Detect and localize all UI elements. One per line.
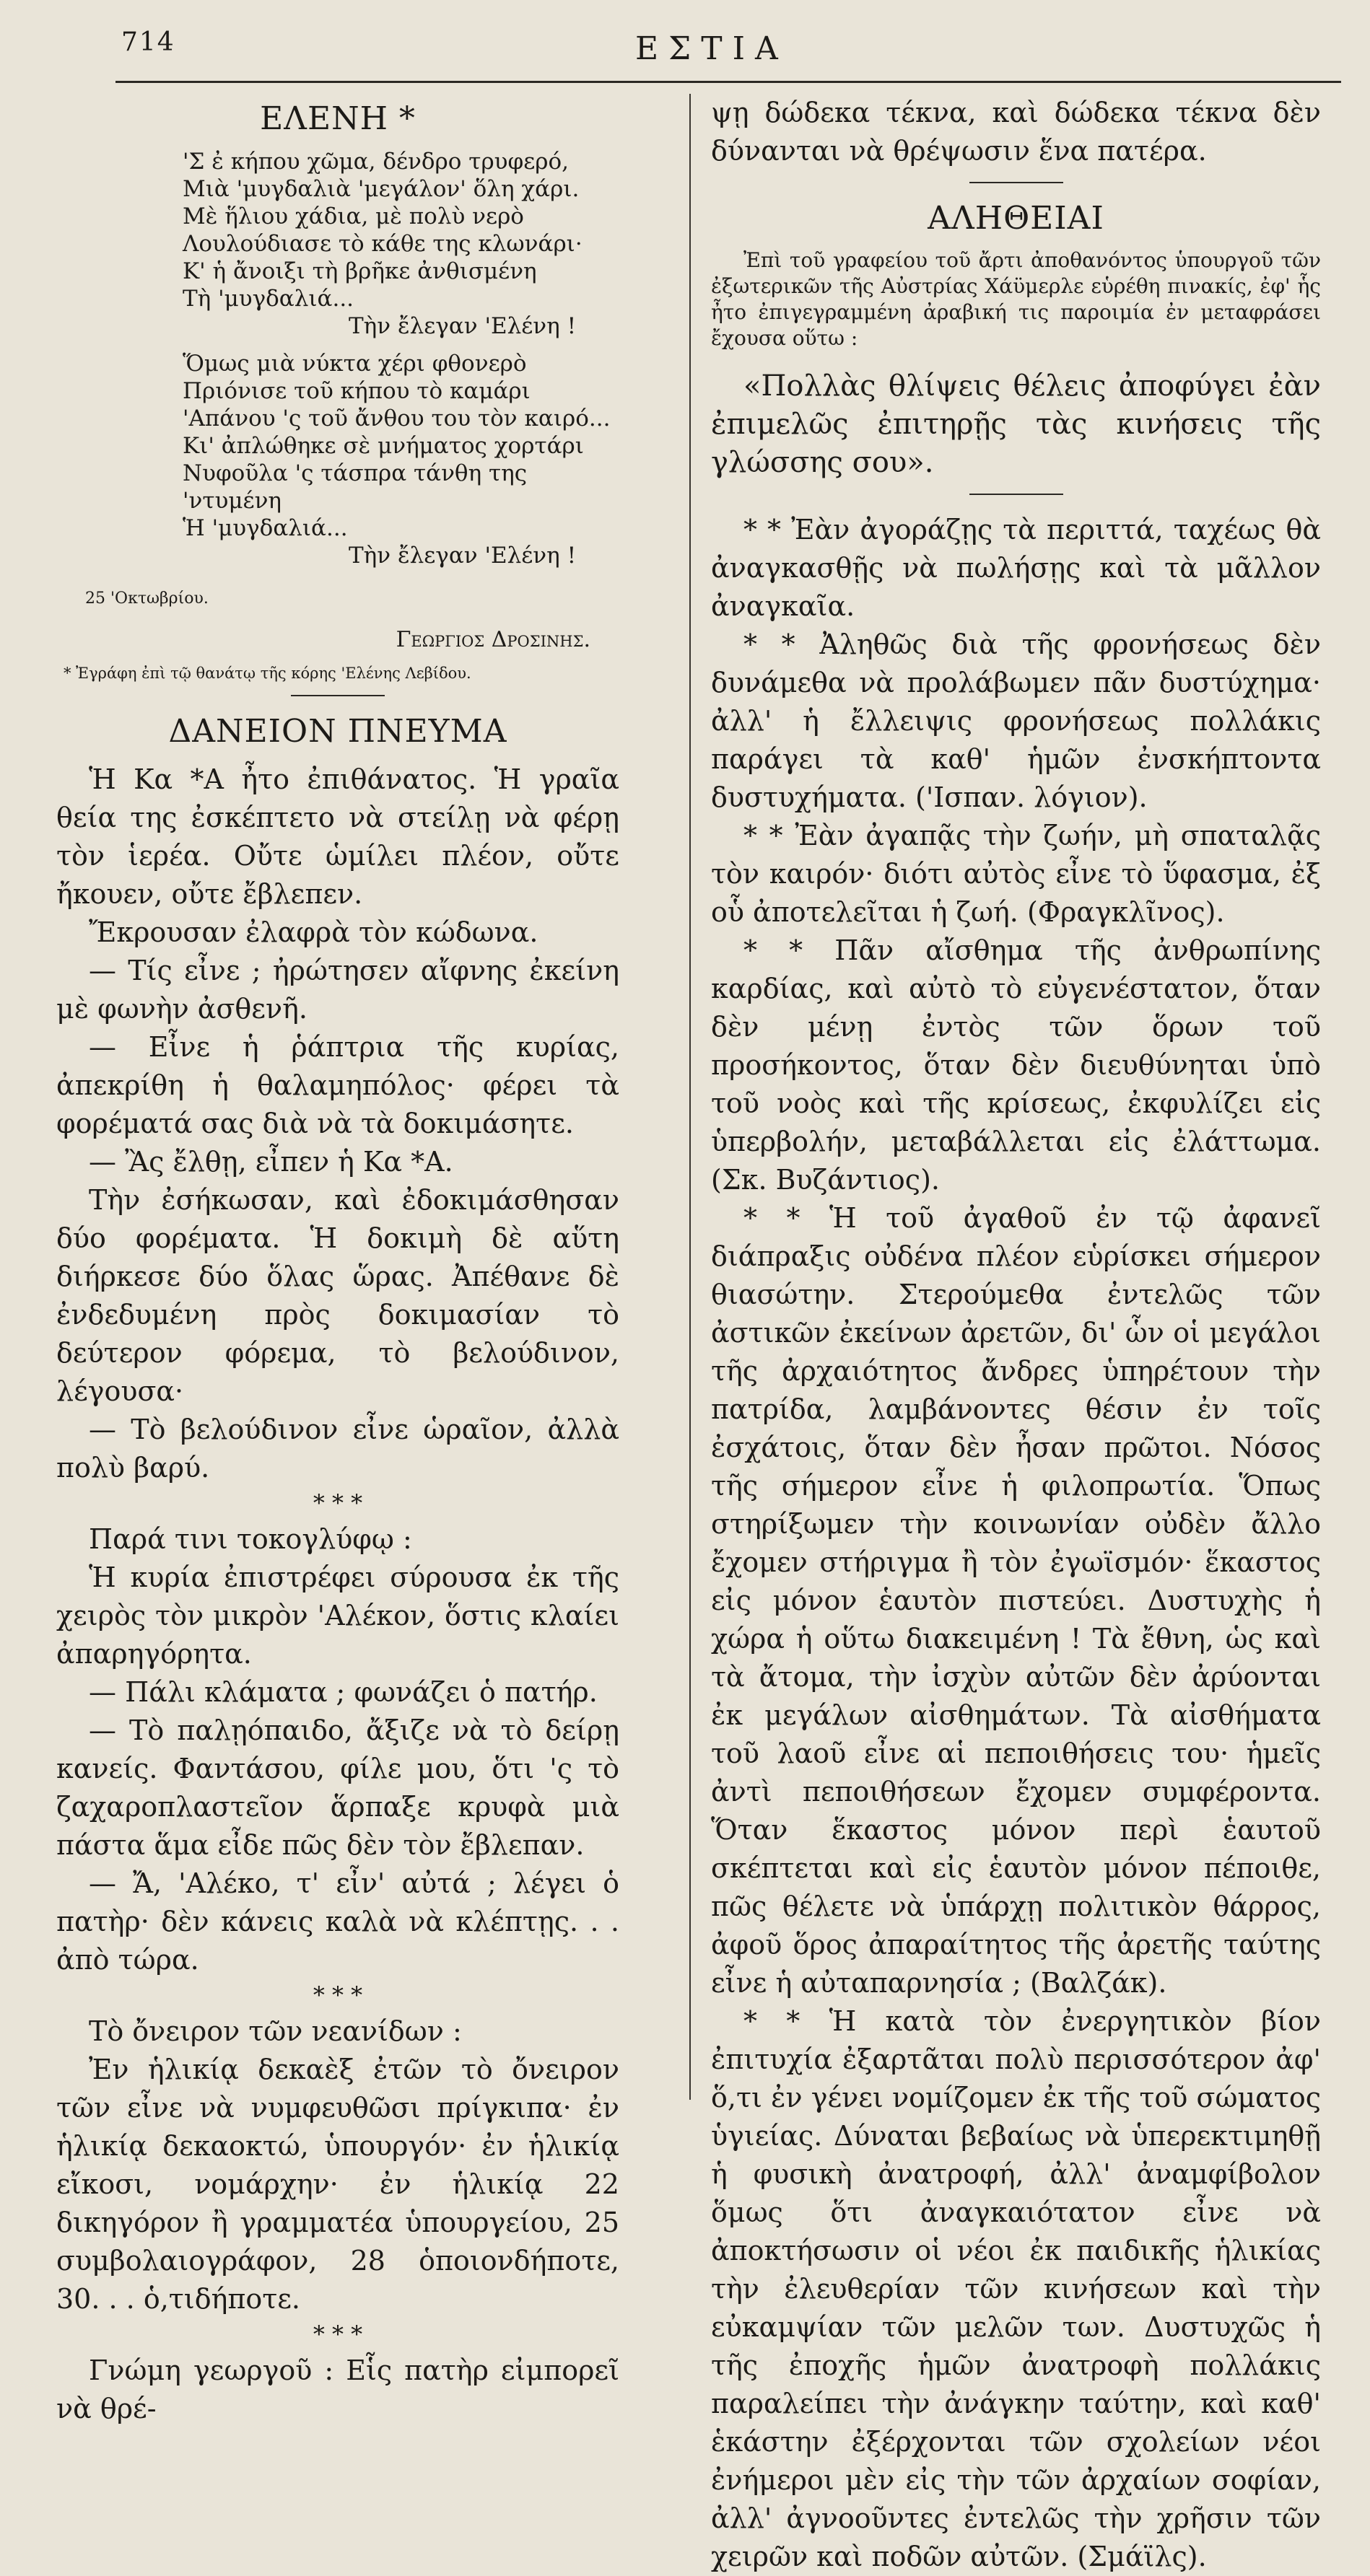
- poem-line: Νυφοῦλα 'ς τάσπρα τάνθη της 'ντυμένη: [183, 460, 528, 514]
- section-rule: [291, 695, 385, 696]
- asterism: * * *: [313, 1489, 363, 1517]
- poem-line: 'Σ ἐ κήπου χῶμα, δένδρο τρυφερό,: [183, 149, 570, 175]
- asterism: * * *: [313, 2321, 363, 2348]
- intro-paragraph: Ἐπὶ τοῦ γραφείου τοῦ ἄρτι ἀποθανόντος ὑπουργοῦ τῶν ἐξωτερικῶν τῆς Αὐστρίας Χάϋμερλε εὑρέθη πινακίς, ἐφ' ἧς ἦτο ἐπιγεγραμμένη ἀραβική τις παροιμία ἐν μεταφράσει ἔχουσα οὕτω :: [711, 248, 1321, 350]
- poem-line: Τὴ 'μυγδαλιά...: [183, 286, 354, 312]
- poem-line: 'Απάνου 'ς τοῦ ἄνθου του τὸν καιρό...: [183, 406, 611, 431]
- poem-line: Κ' ἡ ἄνοιξι τὴ βρῆκε ἀνθισμένη: [183, 258, 537, 284]
- section-rule: [969, 494, 1063, 495]
- poem-title: ΕΛΕΝΗ *: [260, 100, 416, 137]
- section-rule: [969, 182, 1063, 183]
- anecdote-paragraph: Τὸ ὄνειρον τῶν νεανίδων :: [89, 2015, 462, 2047]
- poem-line: Κι' ἀπλώθηκε σὲ μνήματος χορτάρι: [183, 433, 584, 459]
- poem-date: 25 'Οκτωβρίου.: [85, 590, 209, 608]
- story-paragraph: — Τίς εἶνε ; ἠρώτησεν αἴφνης ἐκείνη μὲ φωνὴν ἀσθενῆ.: [56, 955, 619, 1025]
- maxim: * * Ἐὰν ἀγοράζῃς τὰ περιττά, ταχέως θὰ ἀναγκασθῇς νὰ πωλήσῃς καὶ τὰ μᾶλλον ἀναγκαῖα.: [711, 514, 1321, 622]
- anecdote-paragraph: Παρά τινι τοκογλύφῳ :: [89, 1523, 412, 1555]
- poem-author: Γεωργιος Δροσινης.: [396, 627, 590, 652]
- maxim: * * Πᾶν αἴσθημα τῆς ἀνθρωπίνης καρδίας, καὶ αὐτὸ τὸ εὐγενέστατον, ὅταν δὲν μένῃ ἐντὸς τῶν ὅρων τοῦ προσήκοντος, ὅταν δὲν διευθύνηται ὑπὸ τοῦ νοὸς καὶ τῆς κρίσεως, ἐκφυλίζει εἰς ὑπερβολήν, μεταβάλλεται εἰς ἐλάττωμα. (Σκ. Βυζάντιος).: [711, 934, 1321, 1196]
- poem-line: Λουλούδιασε τὸ κάθε της κλωνάρι·: [183, 231, 583, 257]
- running-title: ΕΣΤΙΑ: [635, 30, 788, 67]
- anecdote-paragraph: — Ἄ, 'Αλέκο, τ' εἶν' αὐτά ; λέγει ὁ πατὴρ· δὲν κάνεις καλὰ νὰ κλέπτῃς. . . ἀπὸ τώρα.: [56, 1867, 619, 1976]
- story-paragraph: — Εἶνε ἡ ῥάπτρια τῆς κυρίας, ἀπεκρίθη ἡ θαλαμηπόλος· φέρει τὰ φορέματά σας διὰ νὰ τὰ δοκιμάσητε.: [56, 1031, 619, 1139]
- maxim: * * Ἐὰν ἀγαπᾷς τὴν ζωήν, μὴ σπαταλᾷς τὸν καιρόν· διότι αὐτὸς εἶνε τὸ ὕφασμα, ἐξ οὗ ἀποτελεῖται ἡ ζωή. (Φραγκλῖνος).: [711, 820, 1321, 928]
- continued-paragraph: ψῃ δώδεκα τέκνα, καὶ δώδεκα τέκνα δὲν δύνανται νὰ θρέψωσιν ἕνα πατέρα.: [711, 97, 1321, 167]
- header-rule: [115, 81, 1341, 83]
- right-column: [711, 94, 1321, 2576]
- story-title: ΔΑΝΕΙΟΝ ΠΝΕΥΜΑ: [168, 713, 507, 750]
- story-paragraph: Τὴν ἐσήκωσαν, καὶ ἐδοκιμάσθησαν δύο φορέματα. Ἡ δοκιμὴ δὲ αὕτη διήρκεσε δύο ὅλας ὥρας. Ἀπέθανε δὲ ἐνδεδυμένη πρὸς δοκιμασίαν τὸ δεύτερον φόρεμα, τὸ βελούδινον, λέγουσα·: [56, 1184, 619, 1407]
- anecdote-paragraph: — Πάλι κλάματα ; φωνάζει ὁ πατήρ.: [89, 1676, 598, 1708]
- maxim: * * Ἡ τοῦ ἀγαθοῦ ἐν τῷ ἀφανεῖ διάπραξις οὐδένα πλέον εὑρίσκει σήμερον θιασώτην. Στερούμεθα ἐντελῶς τῶν ἀστικῶν ἐκείνων ἀρετῶν, δι' ὧν οἱ μεγάλοι τῆς ἀρχαιότητος ἄνδρες ὑπηρέτουν τὴν πατρίδα, λαμβάνοντες θέσιν ἐν τοῖς ἐσχάτοις, ὅταν δὲν ἦσαν πρῶτοι. Νόσος τῆς σήμερον εἶνε ἡ φιλοπρωτία. Ὅπως στηρίξωμεν τὴν κοινωνίαν οὐδὲν ἄλλο ἔχομεν στήριγμα ἢ τὸν ἐγωϊσμόν· ἕκαστος εἰς μόνον ἑαυτὸν πιστεύει. Δυστυχὴς ἡ χώρα ἡ οὕτω διακειμένη ! Τὰ ἔθνη, ὡς καὶ τὰ ἄτομα, τὴν ἰσχὺν αὐτῶν δὲν ἀρύονται ἐκ μεγάλων αἰσθημάτων. Τὰ αἰσθήματα τοῦ λαοῦ εἶνε αἱ πεποιθήσεις του· ἡμεῖς ἀντὶ πεποιθήσεων ἔχομεν συμφέροντα. Ὅταν ἕκαστος μόνον περὶ ἑαυτοῦ σκέπτεται καὶ εἰς ἑαυτὸν μόνον πέποιθε, πῶς θέλετε νὰ ὑπάρχῃ πολιτικὸν θάρρος, ἀφοῦ ὅρος ἀπαραίτητος τῆς ἀρετῆς ταύτης εἶνε ἡ αὐταπαρνησία ; (Βαλζάκ).: [711, 1202, 1321, 1999]
- maxim: * * Ἀληθῶς διὰ τῆς φρονήσεως δὲν δυνάμεθα νὰ προλάβωμεν πᾶν δυστύχημα· ἀλλ' ἡ ἔλλειψις φρονήσεως πολλάκις παράγει τὰ καθ' ἡμῶν ἐνσκήπτοντα δυστυχήματα. ('Ισπαν. λόγιον).: [711, 628, 1321, 813]
- poem-refrain: Τὴν ἔλεγαν 'Ελένη !: [349, 543, 577, 569]
- anecdote-paragraph: Ἐν ἡλικίᾳ δεκαὲξ ἐτῶν τὸ ὄνειρον τῶν εἶνε νὰ νυμφευθῶσι πρίγκιπα· ἐν ἡλικίᾳ δεκαοκτώ, ὑπουργόν· ἐν ἡλικίᾳ εἴκοσι, νομάρχην· ἐν ἡλικίᾳ 22 δικηγόρον ἢ γραμματέα ὑπουργείου, 25 συμβολαιογράφον, 28 ὁποιονδήποτε, 30. . . ὁ,τιδήποτε.: [56, 2054, 619, 2315]
- section-title: ΑΛΗΘΕΙΑΙ: [928, 200, 1104, 237]
- poem-footnote: * Ἐγράφη ἐπὶ τῷ θανάτῳ τῆς κόρης 'Ελένης Λεβίδου.: [64, 665, 471, 682]
- column-divider: [689, 94, 691, 2100]
- poem: [56, 148, 619, 569]
- page-number: 714: [121, 27, 175, 57]
- proverb-quote: «Πολλὰς θλίψεις θέλεις ἀποφύγει ἐὰν ἐπιμελῶς ἐπιτηρῇς τὰς κινήσεις τῆς γλώσσης σου».: [711, 369, 1321, 479]
- poem-line: Μιὰ 'μυγδαλιὰ 'μεγάλον' ὅλη χάρι.: [183, 176, 580, 202]
- poem-line: Πριόνισε τοῦ κήπου τὸ καμάρι: [183, 378, 531, 404]
- story-paragraph: Ἔκρουσαν ἐλαφρὰ τὸν κώδωνα.: [89, 916, 538, 948]
- left-column: [56, 94, 619, 2428]
- poem-line: Ὅμως μιὰ νύκτα χέρι φθονερὸ: [183, 351, 527, 377]
- anecdote-paragraph: — Τὸ παλῃόπαιδο, ἄξιζε νὰ τὸ δείρῃ κανείς. Φαντάσου, φίλε μου, ὅτι 'ς τὸ ζαχαροπλαστεῖον ἅρπαξε κρυφὰ μιὰ πάστα ἅμα εἶδε πῶς δὲν τὸν ἔβλεπαν.: [56, 1714, 619, 1861]
- story-paragraph: — Τὸ βελούδινον εἶνε ὡραῖον, ἀλλὰ πολὺ βαρύ.: [56, 1414, 619, 1484]
- story-paragraph: — Ἂς ἔλθῃ, εἶπεν ἡ Κα *Α.: [89, 1146, 453, 1178]
- poem-line: Μὲ ἥλιου χάδια, μὲ πολὺ νερὸ: [183, 203, 524, 229]
- page-header: [0, 20, 1370, 71]
- asterism: * * *: [313, 1981, 363, 2009]
- anecdote-paragraph: Ἡ κυρία ἐπιστρέφει σύρουσα ἐκ τῆς χειρὸς τὸν μικρὸν 'Αλέκον, ὅστις κλαίει ἀπαρηγόρητα.: [56, 1561, 619, 1670]
- poem-refrain: Τὴν ἔλεγαν 'Ελένη !: [349, 313, 577, 339]
- poem-line: Ἡ 'μυγδαλιά...: [183, 515, 348, 541]
- maxim: * * Ἡ κατὰ τὸν ἐνεργητικὸν βίον ἐπιτυχία ἐξαρτᾶται πολὺ περισσότερον ἀφ' ὅ,τι ἐν γένει νομίζομεν ἐκ τῆς τοῦ σώματος ὑγιείας. Δύναται βεβαίως νὰ ὑπερεκτιμηθῇ ἡ φυσικὴ ἀνατροφή, ἀλλ' ἀναμφίβολον ὅμως ὅτι ἀναγκαιότατον εἶνε νὰ ἀποκτήσωσιν οἱ νέοι ἐκ παιδικῆς ἡλικίας τὴν ἐλευθερίαν τῶν κινήσεων καὶ τὴν εὐκαμψίαν τῶν μελῶν των. Δυστυχῶς ἡ τῆς ἐποχῆς ἡμῶν ἀνατροφὴ πολλάκις παραλείπει τὴν ἀνάγκην ταύτην, καὶ καθ' ἑκάστην ἐξέρχονται τῶν σχολείων νέοι ἐνήμεροι μὲν εἰς τὴν τῶν ἀρχαίων σοφίαν, ἀλλ' ἀγνοοῦντες ἐντελῶς τὴν χρῆσιν τῶν χειρῶν καὶ ποδῶν αὐτῶν. (Σμάϊλς).: [711, 2005, 1321, 2572]
- story-paragraph: Ἡ Κα *Α ἦτο ἐπιθάνατος. Ἡ γραῖα θεία της ἐσκέπτετο νὰ στείλῃ νὰ φέρῃ τὸν ἱερέα. Οὔτε ὡμίλει πλέον, οὔτε ἤκουεν, οὔτε ἔβλεπεν.: [56, 763, 619, 910]
- anecdote-paragraph: Γνώμη γεωργοῦ : Εἷς πατὴρ εἰμπορεῖ νὰ θρέ-: [56, 2354, 619, 2424]
